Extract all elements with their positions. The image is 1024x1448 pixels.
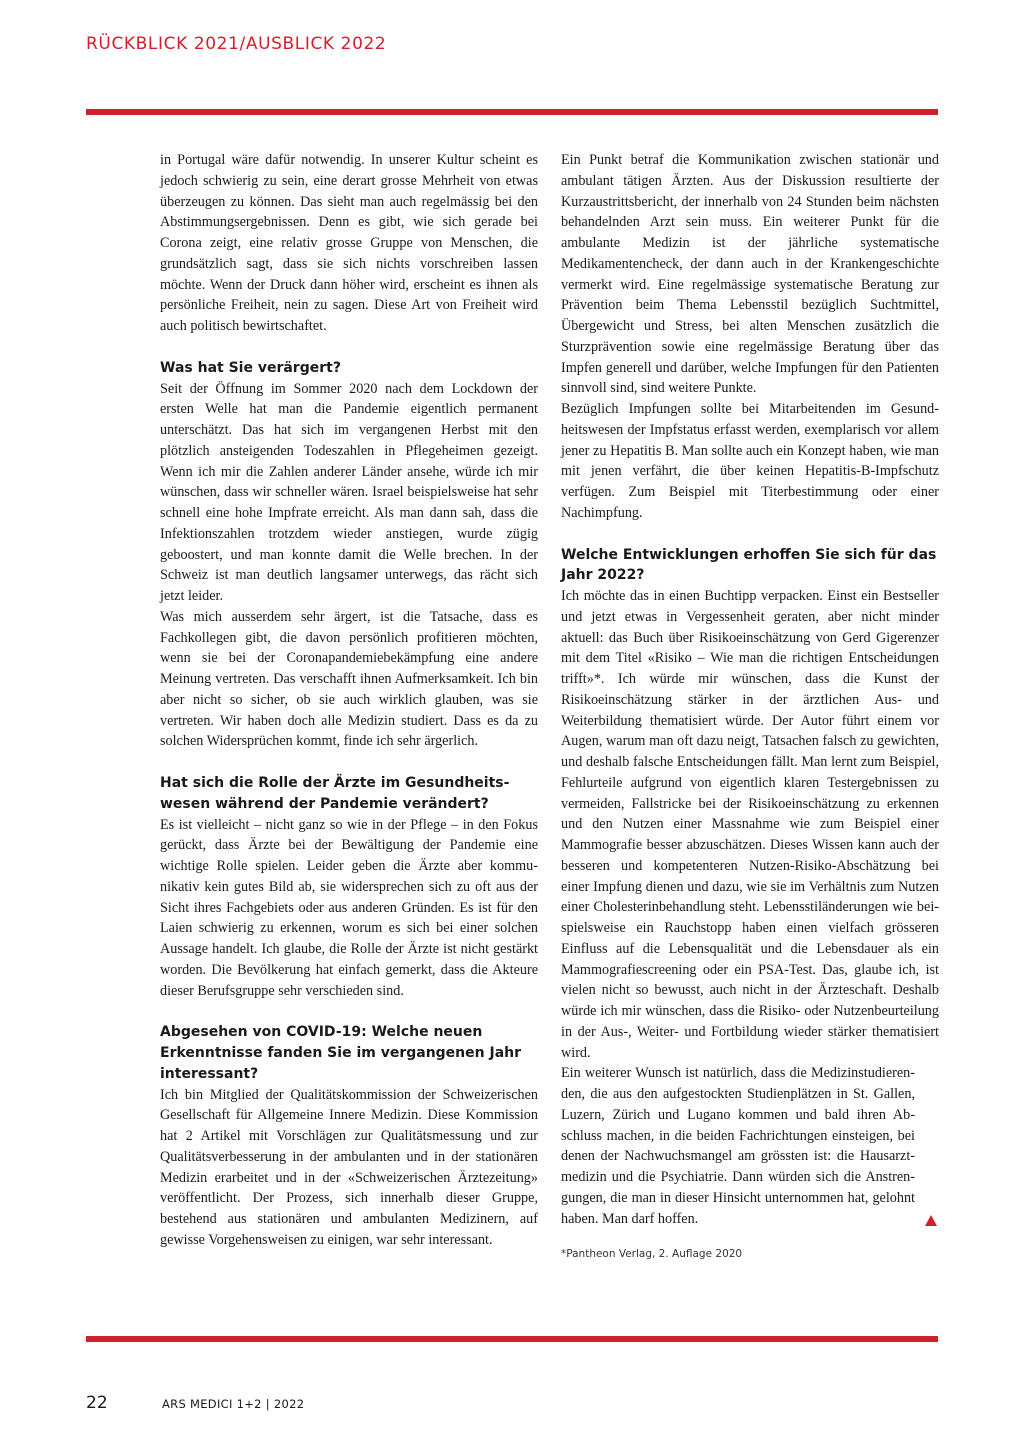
- paragraph: Es ist vielleicht – nicht ganz so wie in der Pflege – in den Fokus gerückt, dass Ärzte bei der Bewältigung der Pandemie eine wichtige Rolle spielen. Leider geben die Ärzte aber kommunikativ kein gutes Bild ab, sie widersprechen sich zu oft aus der Sicht ihres Fachgebiets oder aus anderen Gründen. Es ist für den Laien schwierig zu erkennen, worum es sich bei einer solchen Aussage handelt. Ich glaube, die Rolle der Ärzte ist nicht gestärkt worden. Die Bevölkerung hat einfach gemerkt, dass die Akteure dieser Berufsgruppe sehr verschieden sind.: [160, 816, 538, 999]
- footnote: *Pantheon Verlag, 2. Auflage 2020: [561, 1248, 743, 1261]
- paragraph: Seit der Öffnung im Sommer 2020 nach dem Lockdown der ersten Welle hat man die Pandemie eigentlich permanent unterschätzt. Das hat sich im vergangenen Herbst mit den plötzlich ansteigenden Todeszahlen in Pflegeheimen gezeigt. Wenn ich mir die Zahlen anderer Länder ansehe, würde ich mir wünschen, dass wir schneller wären. Israel beispielsweise hat sehr schnell eine hohe Impfrate erreicht. Als man dann sah, dass die Infektionszahlen trotzdem wieder anstiegen, wurde zügig geboostert, und man konnte damit die Welle brechen. In der Schweiz ist man deutlich langsamer unterwegs, das rächt sich jetzt leider.: [160, 380, 538, 604]
- paragraph: Ein weiterer Wunsch ist natürlich, dass die Medizinstudierenden, die aus den aufgestockten Studienplätzen in St. Gallen, Luzern, Zürich und Lugano kommen und bald ihren Abschluss machen, in die beiden Fachrichtungen einsteigen, bei denen der Nachwuchsmangel am grössten ist: die Hausarztmedizin und die Psychiatrie. Dann würden sich die Anstrengungen, die man in dieser Hinsicht unternommen hat, gelohnt haben. Man darf hoffen.: [561, 1065, 915, 1227]
- paragraph: Ein Punkt betraf die Kommunikation zwischen stationär und ambulant tätigen Ärzten. Aus der Diskussion resultierte der Kurzaustrittsbericht, der innerhalb von 24 Stunden beim nächsten behandelnden Arzt sein muss. Ein weiterer Punkt für die ambulante Medizin ist der jährliche systematische Medikamentencheck, der dann auch in der Krankengeschichte vermerkt wird. Eine regelmässige systematische Beratung zur Prävention beim Thema Lebensstil bezüglich Suchtmittel, Übergewicht und Stress, bei alten Menschen zusätzlich die Sturzprävention sowie eine regelmässige Beratung über das Impfen generell und darüber, welche Impfungen für den Patienten sinnvoll sind, sind weitere Punkte.: [561, 152, 939, 397]
- page-number: 22: [86, 1393, 108, 1413]
- paragraph: Was mich ausserdem sehr ärgert, ist die Tatsache, dass es Fachkollegen gibt, die davon persönlich profitieren möchten, wenn sie bei der Coronapandemiebekämpfung eine andere Meinung vertreten. Das verschafft ihnen Aufmerksamkeit. Ich bin aber nicht so sicher, ob sie auch wirklich glauben, was sie vertreten. Wir haben doch alle Medizin studiert. Dass es da zu solchen Widersprüchen kommt, finde ich sehr ärgerlich.: [160, 608, 538, 750]
- paragraph: Ich bin Mitglied der Qualitätskommission der Schweizerischen Gesellschaft für Allgemeine Innere Medizin. Diese Kommission hat 2 Artikel mit Vorschlägen zur Qualitätsmessung und zur Qualitätsverbesserung in der ambulanten und in der stationären Medizin erarbeitet und in der «Schweizerischen Ärztezeitung» veröffentlicht. Der Prozess, sich innerhalb dieser Gruppe, bestehend aus stationären und ambulanten Medizinern, auf gewisse Vorgehensweisen zu einigen, war sehr interessant.: [160, 1086, 538, 1248]
- paragraph: Ich möchte das in einen Buchtipp verpacken. Einst ein Bestseller und jetzt etwas in Vergessenheit geraten, aber nicht minder aktuell: das Buch über Risikoeinschätzung von Gerd Gigerenzer mit dem Titel «Risiko – Wie man die richtigen Entscheidungen trifft»*. Ich würde mir wünschen, dass die Kunst der Risikoeinschätzung stärker in der ärztlichen Aus- und Weiterbildung thematisiert würde. Der Autor führt einem vor Augen, warum man oft dazu neigt, Tatsachen falsch zu gewichten, und deshalb falsche Entscheidungen fällt. Man lernt zum Beispiel, Fehlurteile aufgrund von eigentlich klaren Testergebnissen zu vermeiden, Fallstricke bei der Risikoeinschätzung zu erkennen und den Nutzen einer Massnahme wie zum Beispiel einer Mammografie besser abzuschätzen. Dieses Wissen kann auch der besseren und kompetenteren Nutzen-Risiko-Abschätzung bei einer Impfung dienen und dazu, wie sie im Verhältnis zum Nutzen einer Cholesterinbehandlung steht. Lebensstiländerungen wie beispielsweise ein Rauchstopp haben einen vielfach grösseren Einfluss auf die Lebensqualität und die Lebensdauer als ein Mammografiescreening oder ein PSA-Test. Das, glaube ich, ist vielen nicht so bewusst, auch nicht in der Ärzteschaft. Deshalb würde ich mir wünschen, dass die Risiko- oder Nutzenbeurteilung in der Aus-, Weiter- und Fortbildung wieder stärker thematisiert wird.: [561, 588, 939, 1061]
- journal-issue: ARS MEDICI 1+2 | 2022: [162, 1397, 305, 1411]
- end-of-article-triangle-icon: [925, 1215, 937, 1226]
- left-column: [160, 150, 538, 1251]
- right-column: [561, 150, 939, 1261]
- question-heading: Welche Entwicklungen erhoffen Sie sich für das Jahr 2022?: [561, 546, 937, 584]
- bottom-rule: [86, 1336, 938, 1342]
- question-heading: Hat sich die Rolle der Ärzte im Gesundheitswesen während der Pandemie verändert?: [160, 775, 510, 812]
- paragraph: in Portugal wäre dafür notwendig. In unserer Kultur scheint es jedoch schwierig zu sein, eine derart grosse Mehrheit von etwas überzeugen zu können. Das sieht man auch regelmässig bei den Abstimmungsergebnissen. Denn es gibt, wie sich gerade bei Corona zeigt, eine relativ grosse Gruppe von Menschen, die grundsätzlich sagt, dass sie sich nichts vorschreiben lassen möchte. Wenn der Druck dann höher wird, erscheint es ihnen als persönliche Freiheit, nein zu sagen. Diese Art von Freiheit wird auch politisch bewirtschaftet.: [160, 152, 538, 334]
- top-rule: [86, 109, 938, 115]
- question-heading: Was hat Sie verärgert?: [160, 359, 341, 376]
- closing-paragraph: [561, 1063, 939, 1229]
- paragraph: Bezüglich Impfungen sollte bei Mitarbeitenden im Gesundheitswesen der Impfstatus erfasst werden, exemplarisch vor allem jener zu Hepatitis B. Man sollte auch ein Konzept haben, wie man mit jenen verfährt, die über keinen Hepatitis-B-Impfschutz verfügen. Zum Beispiel mit Titerbestimmung oder einer Nachimpfung.: [561, 401, 939, 521]
- running-head: RÜCKBLICK 2021/AUSBLICK 2022: [86, 34, 387, 54]
- question-heading: Abgesehen von COVID-19: Welche neuen Erkenntnisse fanden Sie im vergangenen Jahr interessant?: [160, 1024, 522, 1082]
